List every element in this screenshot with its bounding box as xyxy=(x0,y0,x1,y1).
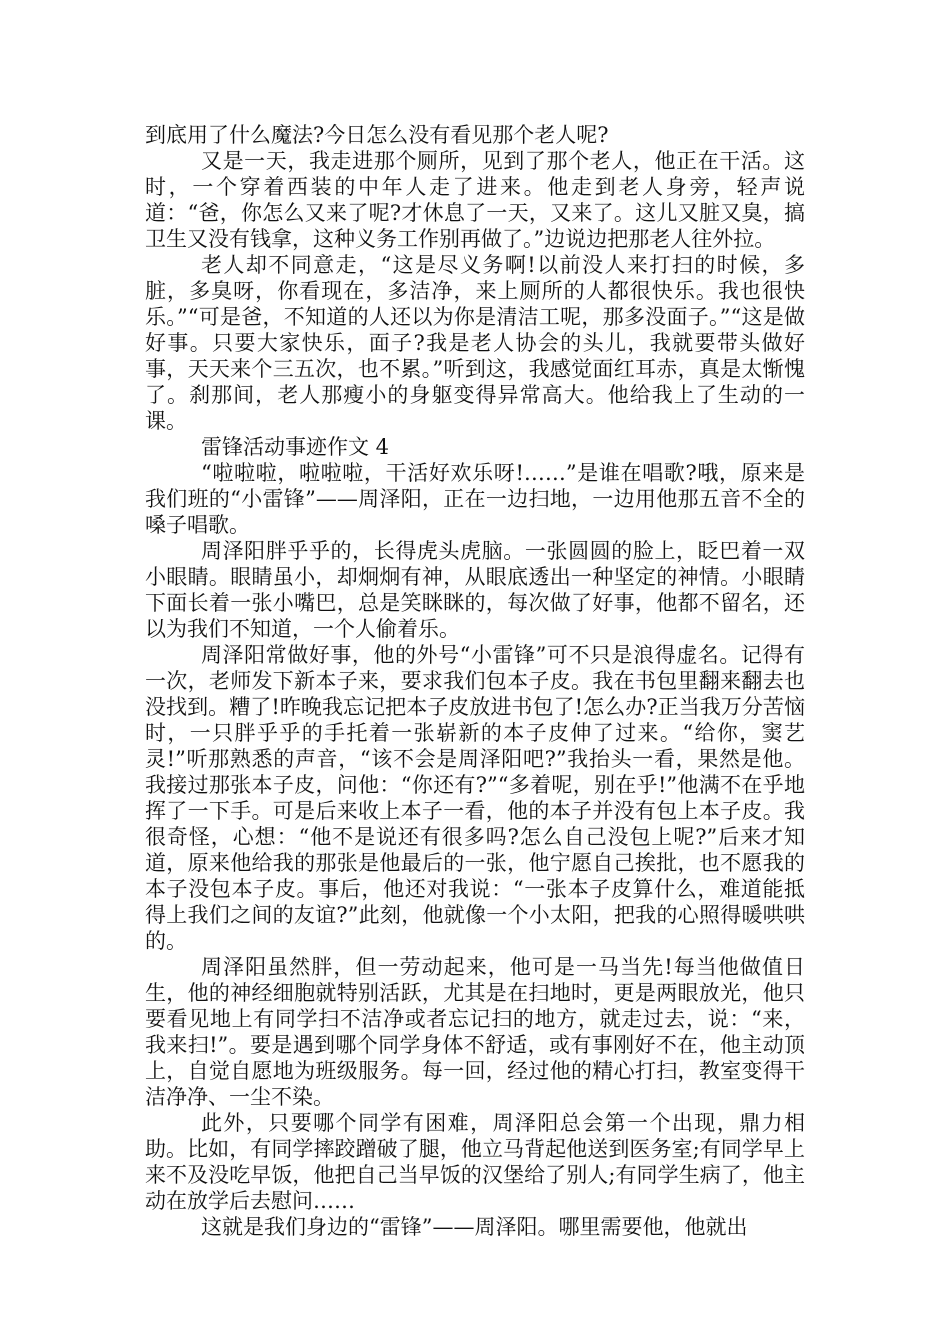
paragraph-continuation: 到底用了什么魔法?今日怎么没有看见那个老人呢? xyxy=(145,123,609,147)
section-heading: 雷锋活动事迹作文 4 xyxy=(201,435,390,459)
paragraph-truncated: 这就是我们身边的“雷锋”——周泽阳。哪里需要他，他就出 xyxy=(201,1215,748,1239)
paragraph: 又是一天，我走进那个厕所，见到了那个老人，他正在干活。这时，一个穿着西装的中年人走了进来。他走到老人身旁，轻声说道：“爸，你怎么又来了呢?才休息了一天，又来了。这儿又脏又臭，搞卫生又没有钱拿，这种义务工作别再做了。”边说边把那老人往外拉。 xyxy=(145,149,805,251)
paragraph: 周泽阳常做好事，他的外号“小雷锋”可不只是浪得虚名。记得有一次，老师发下新本子来，要求我们包本子皮。我在书包里翻来翻去也没找到。糟了!昨晚我忘记把本子皮放进书包了!怎么办?正当我万分苦恼时，一只胖乎乎的手托着一张崭新的本子皮伸了过来。“给你，窦艺灵!”听那熟悉的声音，“该不会是周泽阳吧?”我抬头一看，果然是他。我接过那张本子皮，问他：“你还有?”“多着呢，别在乎!”他满不在乎地挥了一下手。可是后来收上本子一看，他的本子并没有包上本子皮。我很奇怪，心想：“他不是说还有很多吗?怎么自己没包上呢?”后来才知道，原来他给我的那张是他最后的一张，他宁愿自己挨批，也不愿我的本子没包本子皮。事后，他还对我说：“一张本子皮算什么，难道能抵得上我们之间的友谊?”此刻，他就像一个小太阳，把我的心照得暖哄哄的。 xyxy=(145,643,805,953)
paragraph: 老人却不同意走，“这是尽义务啊!以前没人来打扫的时候，多脏，多臭呀，你看现在，多洁净，来上厕所的人都很快乐。我也很快乐。”“可是爸，不知道的人还以为你是清洁工呢，那多没面子。”“这是做好事。只要大家快乐，面子?我是老人协会的头儿，我就要带头做好事，天天来个三五次，也不累。”听到这，我感觉面红耳赤，真是太惭愧了。刹那间，老人那瘦小的身躯变得异常高大。他给我上了生动的一课。 xyxy=(145,253,805,433)
paragraph: 此外，只要哪个同学有困难，周泽阳总会第一个出现，鼎力相助。比如，有同学摔跤蹭破了腿，他立马背起他送到医务室;有同学早上来不及没吃早饭，他把自己当早饭的汉堡给了别人;有同学生病了，他主动在放学后去慰问…… xyxy=(145,1111,805,1213)
paragraph: “啦啦啦，啦啦啦，干活好欢乐呀!……”是谁在唱歌?哦，原来是我们班的“小雷锋”——周泽阳，正在一边扫地，一边用他那五音不全的嗓子唱歌。 xyxy=(145,461,805,537)
paragraph: 周泽阳胖乎乎的，长得虎头虎脑。一张圆圆的脸上，眨巴着一双小眼睛。眼睛虽小，却炯炯有神，从眼底透出一种坚定的神情。小眼睛下面长着一张小嘴巴，总是笑眯眯的，每次做了好事，他都不留名，还以为我们不知道，一个人偷着乐。 xyxy=(145,539,805,641)
paragraph: 周泽阳虽然胖，但一劳动起来，他可是一马当先!每当他做值日生，他的神经细胞就特别活跃，尤其是在扫地时，更是两眼放光，他只要看见地上有同学扫不洁净或者忘记扫的地方，就走过去，说：“来，我来扫!”。要是遇到哪个同学身体不舒适，或有事刚好不在，他主动顶上，自觉自愿地为班级服务。每一回，经过他的精心打扫，教室变得干洁净净、一尘不染。 xyxy=(145,955,805,1109)
document-body xyxy=(145,122,805,1240)
